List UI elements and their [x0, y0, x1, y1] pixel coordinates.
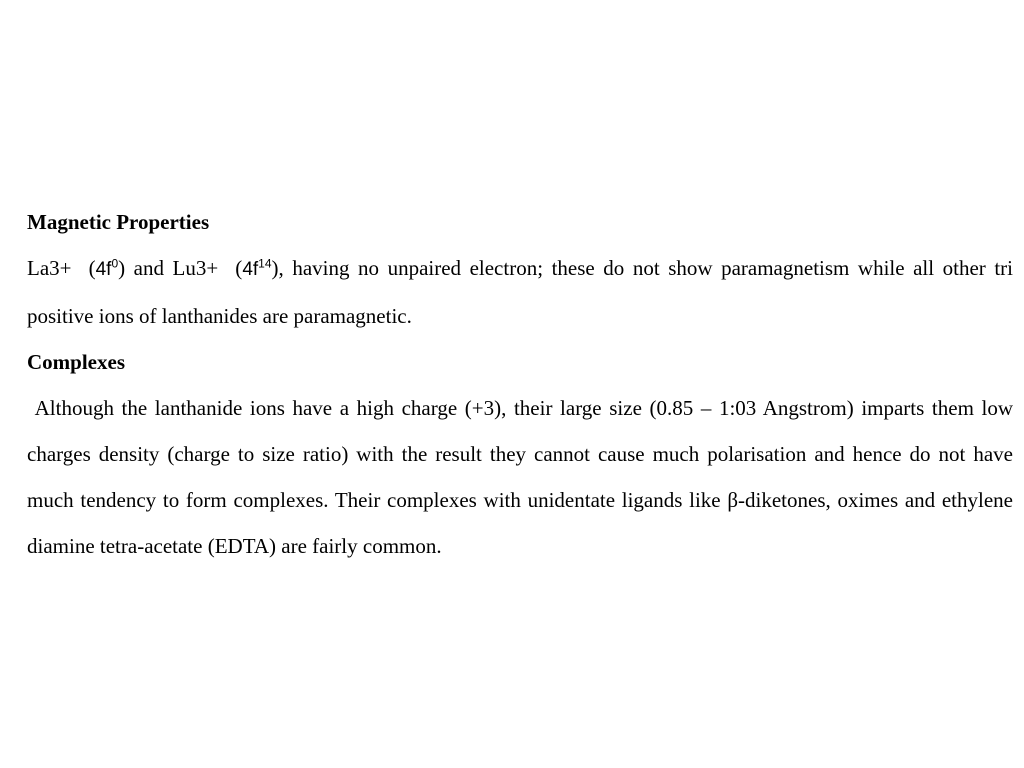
la3-configuration: $4f^0$ — [95, 256, 119, 280]
slide-content — [27, 207, 1013, 569]
lu3-configuration: $4f^{14}$ — [242, 256, 272, 280]
complexes-paragraph: Although the lanthanide ions have a high charge (+3), their large size (0.85 – 1:03 Angstrom) imparts them low charges density (charge to size ratio) with the result they cannot cause much polarisation and hence do not have much tendency to form complexes. Their complexes with unidentate ligands like β-diketones, oximes and ethylene diamine tetra-acetate (EDTA) are fairly common. — [27, 396, 1014, 558]
complexes-heading: Complexes — [27, 350, 125, 374]
lu3-ion: Lu3+ — [172, 256, 219, 280]
magnetic-description: ), having no unpaired electron; these do not show paramagnetism while all other tri positive ions of lanthanides are paramagnetic. — [27, 256, 1013, 328]
la3-ion: La3+ — [27, 256, 72, 280]
magnetic-properties-heading: Magnetic Properties — [27, 210, 210, 234]
magnetic-properties-paragraph: $La3+ (4f^0)$ and $Lu3+ (4f^{14})$, having no unpaired electron; these do not show paramagnetism while all other tri positive ions of lanthanides are paramagnetic. — [27, 256, 1013, 328]
